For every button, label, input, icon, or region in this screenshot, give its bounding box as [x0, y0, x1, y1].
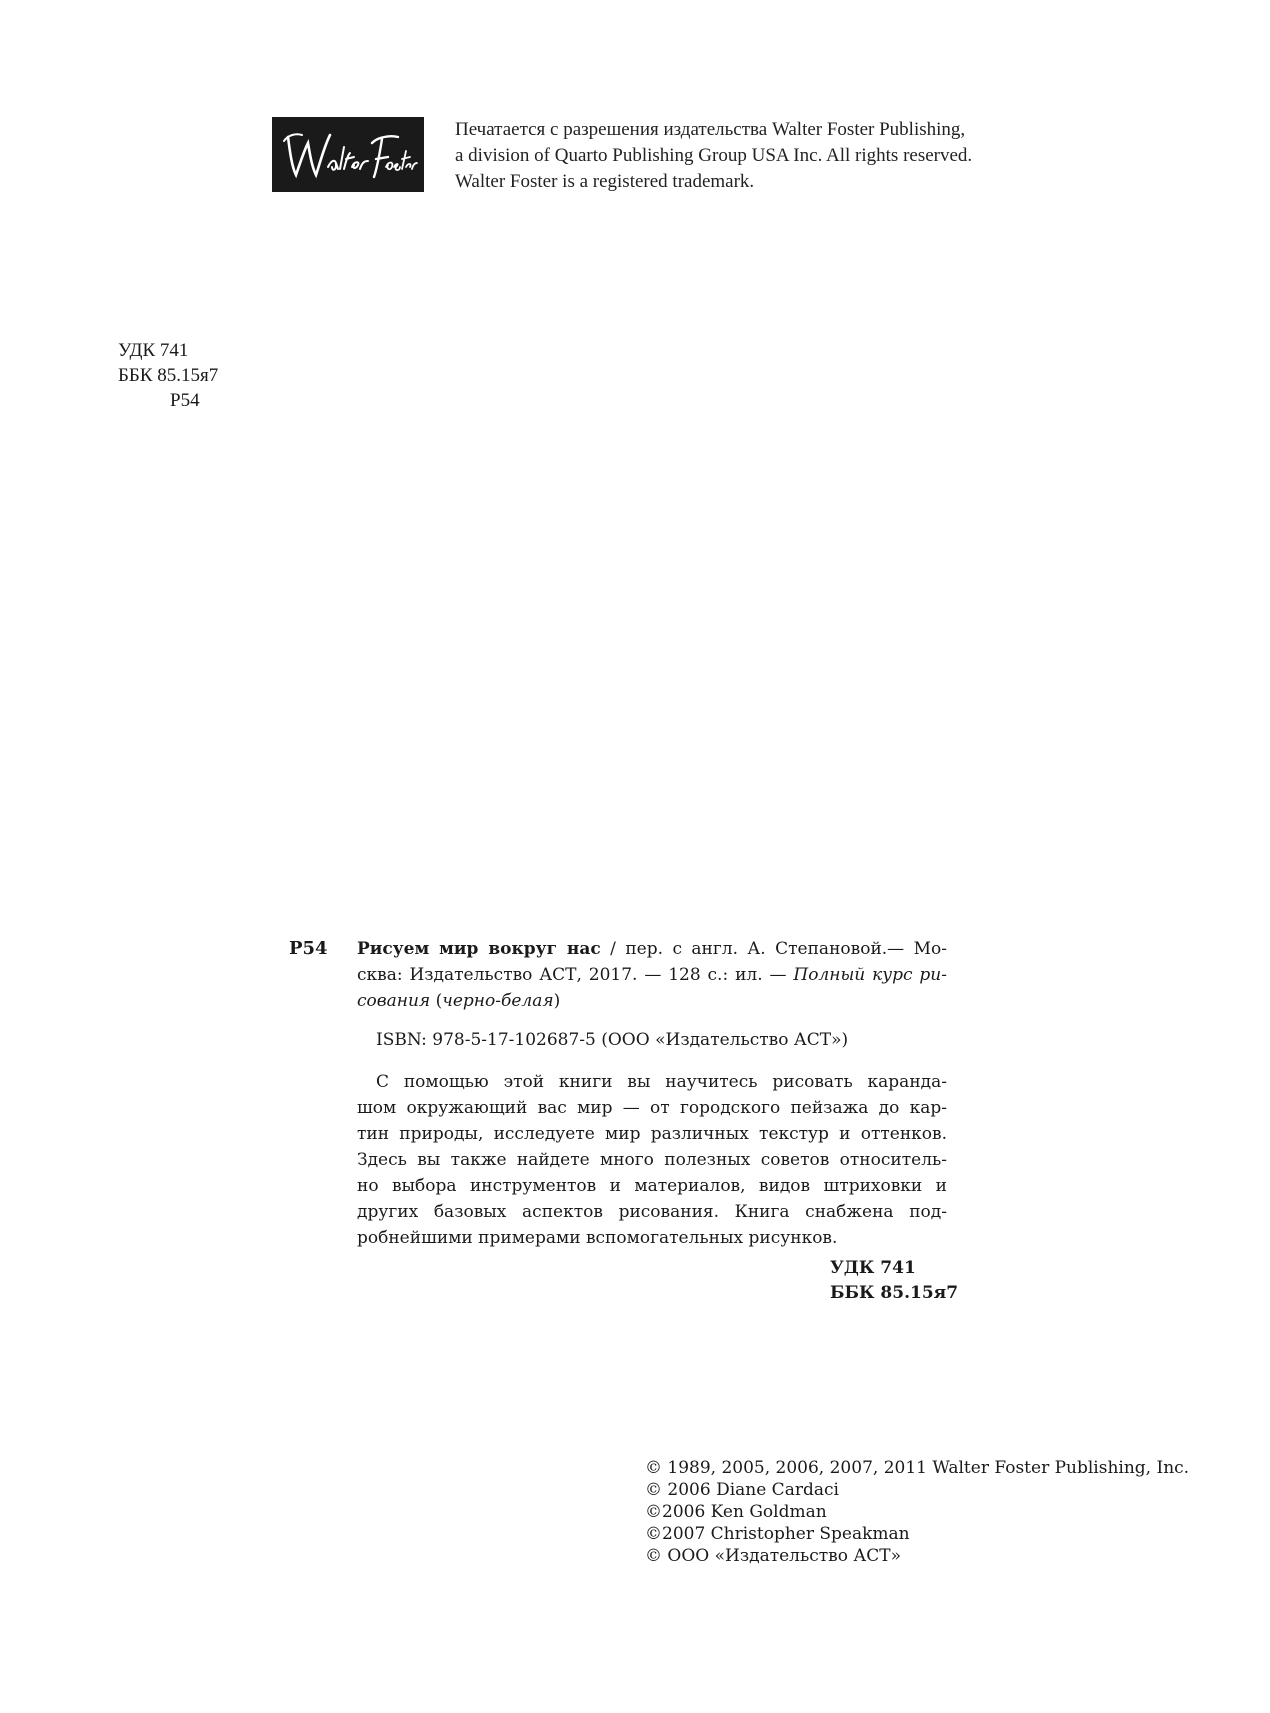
paren: )	[553, 991, 561, 1011]
udk-code: УДК 741	[830, 1258, 916, 1278]
bibliographic-description	[357, 936, 947, 1014]
book-title: Рисуем мир вокруг нас	[357, 939, 601, 959]
annotation-line: Здесь вы также найдете много полезных советов относитель-	[357, 1150, 947, 1170]
annotation-line: других базовых аспектов рисования. Книга снабжена под-	[357, 1202, 947, 1222]
bbk-code: ББК 85.15я7	[118, 365, 219, 386]
walter-foster-logo	[272, 117, 424, 192]
annotation-line: робнейшими примерами вспомогательных рисунков.	[357, 1228, 838, 1248]
biblio-line	[357, 962, 947, 988]
walter-foster-logo-mark	[278, 123, 418, 187]
bbk-code: ББК 85.15я7	[830, 1283, 959, 1303]
biblio-line-text: сква: Издательство АСТ, 2017. — 128 с.: ил. —	[357, 965, 794, 985]
author-mark: Р54	[170, 390, 200, 411]
copyright-notices	[645, 1457, 1189, 1567]
license-line: a division of Quarto Publishing Group USA Inc. All rights reserved.	[455, 145, 973, 166]
copyright-line: © ООО «Издательство АСТ»	[645, 1546, 901, 1566]
paren: (	[430, 991, 443, 1011]
biblio-line	[357, 936, 947, 962]
license-line: Walter Foster is a registered trademark.	[455, 171, 755, 192]
biblio-line	[357, 988, 947, 1014]
license-line: Печатается с разрешения издательства Walter Foster Publishing,	[455, 119, 966, 140]
series-title: Полный курс ри-	[793, 965, 947, 985]
annotation	[357, 1069, 947, 1251]
copyright-line: ©2007 Christopher Speakman	[645, 1524, 910, 1544]
copyright-line: © 1989, 2005, 2006, 2007, 2011 Walter Foster Publishing, Inc.	[645, 1458, 1190, 1478]
classification-top	[118, 338, 218, 413]
annotation-line: тин природы, исследуете мир различных текстур и оттенков.	[357, 1124, 947, 1144]
annotation-line: но выбора инструментов и материалов, видов штриховки и	[357, 1176, 947, 1196]
biblio-line-text: / пер. с англ. А. Степановой.— Мо-	[600, 939, 947, 959]
author-mark-left: Р54	[289, 938, 328, 959]
udk-code: УДК 741	[118, 340, 189, 361]
classification-bottom	[830, 1256, 958, 1306]
copyright-line: ©2006 Ken Goldman	[645, 1502, 827, 1522]
annotation-line: шом окружающий вас мир — от городского пейзажа до кар-	[357, 1098, 947, 1118]
series-title: сования	[357, 991, 431, 1011]
isbn: ISBN: 978-5-17-102687-5 (ООО «Издательство АСТ»)	[376, 1030, 849, 1050]
license-notice	[455, 117, 972, 195]
copyright-line: © 2006 Diane Cardaci	[645, 1480, 839, 1500]
annotation-line: С помощью этой книги вы научитесь рисовать каранда-	[376, 1072, 947, 1092]
series-subtitle: черно-белая	[442, 991, 554, 1011]
